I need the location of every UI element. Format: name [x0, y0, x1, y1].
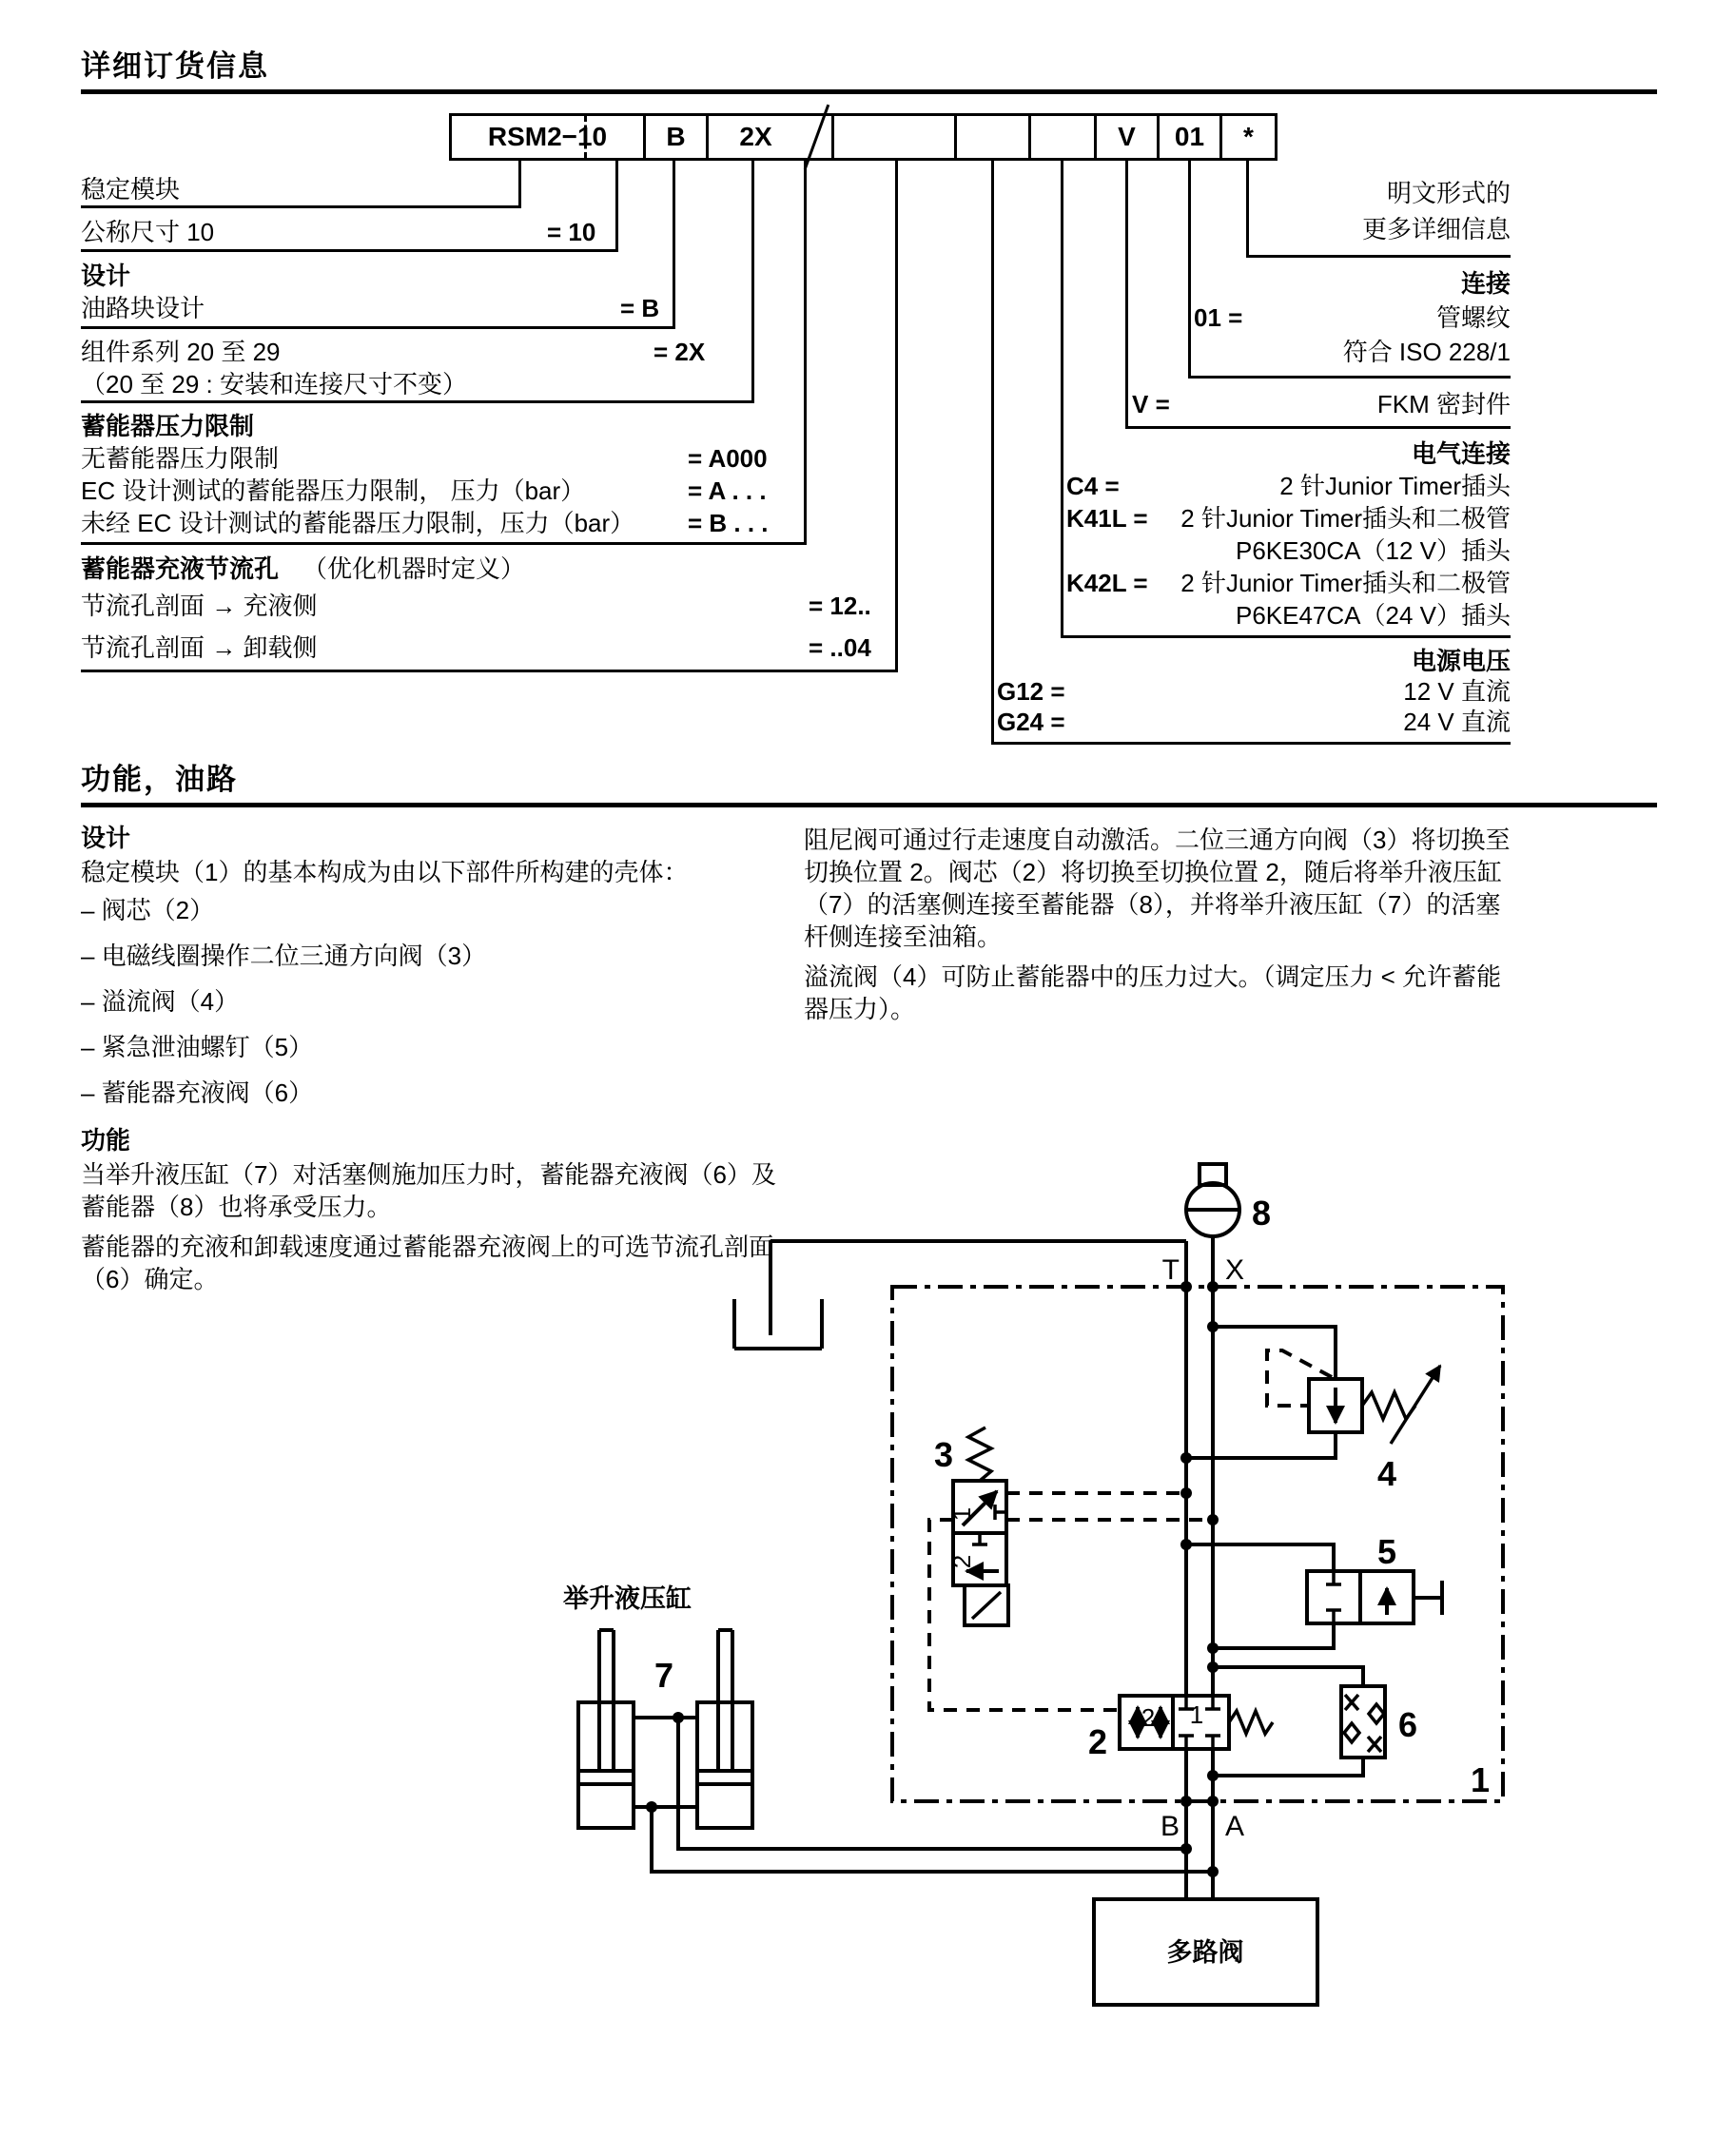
ordering-label: 油路块设计: [81, 294, 205, 322]
ordering-code: V =: [1132, 390, 1170, 418]
ordering-label: 12 V 直流: [1403, 677, 1511, 706]
port-label-B: B: [1160, 1811, 1180, 1842]
tank-symbol: [734, 1241, 1186, 1349]
label-directional-3: 3: [933, 1435, 953, 1474]
ordering-label: 管螺纹: [1435, 303, 1511, 332]
label-relief-4: 4: [1377, 1454, 1397, 1493]
ordering-label: FKM 密封件: [1376, 390, 1511, 418]
ordering-label: 无蓄能器压力限制: [81, 444, 280, 473]
body-text: 溢流阀（4）可防止蓄能器中的压力过大。（调定压力 < 允许蓄能器压力）。: [804, 962, 1502, 1023]
valve2-position-1: 1: [1189, 1700, 1204, 1729]
ordering-label: 未经 EC 设计测试的蓄能器压力限制，压力（bar）: [81, 509, 635, 537]
label-cylinder-7: 7: [653, 1656, 674, 1695]
section-function-title: 功能，油路: [81, 763, 238, 796]
ordering-label: 节流孔剖面 → 充液侧: [81, 592, 318, 620]
ordering-code: 01 =: [1194, 303, 1243, 332]
ordering-label: （优化机器时定义）: [302, 554, 526, 583]
label-spool-2: 2: [1087, 1722, 1107, 1761]
ordering-value: = A000: [688, 444, 768, 473]
body-text: 阻尼阀可通过行走速度自动激活。二位三通方向阀（3）将切换至切换位置 2。阀芯（2）将切换至切换位置 2，随后将举升液压缸（7）的活塞侧连接至蓄能器（8），并将举升液压缸（7）的活塞杆侧连接至油箱。: [804, 825, 1511, 951]
ordering-code: G12 =: [997, 677, 1065, 706]
relief-valve-symbol: [1186, 1327, 1440, 1458]
ordering-heading: 连接: [1460, 269, 1511, 298]
list-item: – 阀芯（2）: [81, 896, 215, 924]
ordering-label: 稳定模块: [81, 175, 181, 204]
code-cell-text: RSM2−10: [487, 122, 608, 151]
ordering-label: 明文形式的: [1386, 179, 1511, 207]
section-ordering-title: 详细订货信息: [81, 49, 269, 83]
ordering-code: C4 =: [1066, 472, 1120, 500]
ordering-label: 24 V 直流: [1403, 708, 1511, 736]
ordering-label: 2 针Junior Timer插头和二极管: [1180, 569, 1511, 597]
ordering-value: = 2X: [653, 338, 706, 366]
code-cell-text: 2X: [739, 122, 772, 151]
ordering-value: = B . . .: [688, 509, 769, 537]
list-item: – 溢流阀（4）: [81, 987, 240, 1016]
valve3-position-1: 1: [947, 1506, 976, 1522]
port-label-X: X: [1225, 1254, 1245, 1286]
body-text: 稳定模块（1）的基本构成为由以下部件所构建的壳体：: [81, 858, 689, 886]
label-multiway-valve: 多路阀: [1166, 1938, 1244, 1967]
valve3-position-2: 2: [947, 1554, 976, 1569]
junction-dots: [646, 1281, 1219, 1877]
ordering-code: K42L =: [1066, 569, 1148, 597]
ordering-label: （20 至 29 : 安装和连接尺寸不变）: [81, 370, 467, 398]
design-heading: 设计: [81, 824, 131, 852]
ordering-label: EC 设计测试的蓄能器压力限制， 压力（bar）: [81, 476, 586, 505]
code-cell-text: V: [1118, 122, 1136, 151]
ordering-value: = A . . .: [688, 476, 767, 505]
orifice-check-symbol: [1213, 1667, 1385, 1776]
ordering-heading: 电源电压: [1411, 647, 1511, 675]
ordering-value: = 10: [547, 218, 596, 246]
code-cell-text: *: [1243, 122, 1254, 151]
ordering-label: 更多详细信息: [1361, 215, 1511, 243]
drain-screw-symbol: [1186, 1544, 1442, 1648]
ordering-code: G24 =: [997, 708, 1065, 736]
lift-cylinders-symbol: [578, 1630, 1213, 1872]
ordering-value: = 12..: [809, 592, 871, 620]
list-item: – 紧急泄油螺钉（5）: [81, 1033, 314, 1061]
code-cell-text: B: [666, 122, 686, 151]
ordering-code: K41L =: [1066, 504, 1148, 533]
label-orifice-6: 6: [1398, 1705, 1418, 1744]
ordering-label: 节流孔剖面 → 卸载侧: [81, 633, 318, 662]
body-text: 蓄能器的充液和卸载速度通过蓄能器充液阀上的可选节流孔剖面（6）确定。: [81, 1233, 774, 1293]
ordering-label: 符合 ISO 228/1: [1342, 338, 1511, 366]
label-lift-cylinder: 举升液压缸: [563, 1584, 692, 1613]
list-item: – 蓄能器充液阀（6）: [81, 1078, 314, 1107]
ordering-heading: 蓄能器压力限制: [81, 412, 255, 440]
ordering-heading: 电气连接: [1411, 439, 1511, 468]
list-item: – 电磁线圈操作二位三通方向阀（3）: [81, 942, 487, 970]
label-block-1: 1: [1470, 1760, 1490, 1799]
ordering-value: = B: [620, 294, 660, 322]
label-accumulator-8: 8: [1252, 1194, 1272, 1233]
code-cell-text: 01: [1174, 122, 1205, 151]
ordering-label: 2 针Junior Timer插头: [1279, 472, 1511, 500]
port-label-A: A: [1225, 1811, 1245, 1842]
ordering-label: P6KE47CA（24 V）插头: [1235, 601, 1511, 630]
ordering-heading: 设计: [81, 262, 131, 290]
ordering-label: P6KE30CA（12 V）插头: [1235, 536, 1511, 565]
ordering-label: 2 针Junior Timer插头和二极管: [1180, 504, 1511, 533]
ordering-heading: 蓄能器充液节流孔: [81, 554, 280, 583]
ordering-label: 公称尺寸 10: [81, 218, 215, 246]
ordering-value: = ..04: [809, 633, 871, 662]
valve2-position-2: 2: [1141, 1703, 1156, 1732]
label-drain-5: 5: [1376, 1532, 1397, 1571]
body-text: 当举升液压缸（7）对活塞侧施加压力时，蓄能器充液阀（6）及蓄能器（8）也将承受压力。: [81, 1160, 776, 1221]
function-heading: 功能: [81, 1126, 131, 1155]
ordering-label: 组件系列 20 至 29: [81, 338, 281, 366]
port-label-T: T: [1161, 1254, 1180, 1286]
